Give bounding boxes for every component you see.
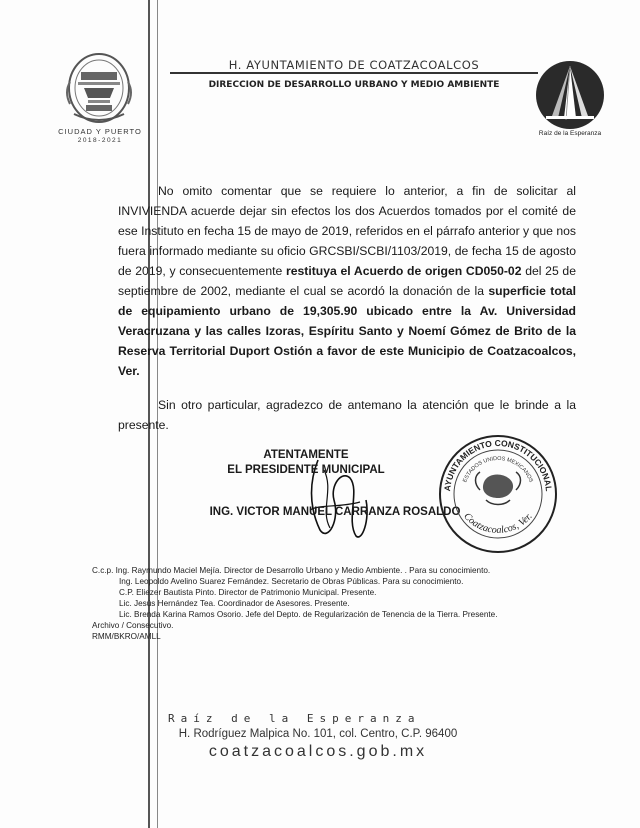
seal-inner-text: ESTADOS UNIDOS MEXICANOS [462,455,534,484]
official-seal-icon [436,432,560,556]
footer-address: H. Rodríguez Malpica No. 101, col. Centro, C.P. 96400 [178,728,458,740]
header-divider [170,72,538,74]
cc-line: Archivo / Consecutivo. [92,621,174,630]
header-title: H. AYUNTAMIENTO DE COATZACOALCOS [228,58,480,72]
footer-website-link[interactable]: coatzacoalcos.gob.mx [208,743,428,760]
cc-line: Lic. Brenda Karina Ramos Osorio. Jefe del Depto. de Regularización de Tenencia de la Tierra. Presente. [119,610,498,619]
signer-name: ING. VICTOR MANUEL CARRANZA ROSALDO [209,506,461,518]
body-paragraph-1 [118,181,576,381]
signer-role: EL PRESIDENTE MUNICIPAL [227,464,385,476]
right-logo-caption: Raíz de la Esperanza [538,130,602,137]
cc-line: RMM/BKRO/AMLL [92,632,161,641]
paragraph-text: del 25 de septiembre de 2002, mediante el cual se acordó la donación de la [118,264,576,298]
left-logo-years: 2018-2021 [77,137,123,144]
cc-line: C.c.p. Ing. Raymundo Maciel Mejía. Director de Desarrollo Urbano y Medio Ambiente. . Para su conocimiento. [92,566,491,575]
closing-salutation: ATENTAMENTE [263,449,349,461]
paragraph-bold-text: superficie total de equipamiento urbano de 19,305.90 ubicado entre la Av. Universidad Veracruzana y las calles Izoras, Espíritu Santo y Noemí Gómez de Brito de la Reserva Territorial Duport Ostión a favor de este Municipio de Coatzacoalcos, Ver. [118,284,577,378]
raiz-esperanza-logo-icon [530,58,610,132]
body-paragraph-2: Sin otro particular, agradezco de antemano la atención que le brinde a la presente. [118,398,576,432]
seal-bottom-text: Coatzacoalcos, Ver. [461,510,535,536]
cc-line: Ing. Leopoldo Avelino Suarez Fernández. Secretario de Obras Públicas. Para su conocimiento. [119,577,464,586]
footer-motto: Raíz de la Esperanza [168,712,421,725]
seal-text: AYUNTAMIENTO CONSTITUCIONAL [442,437,554,492]
header-subtitle: DIRECCION DE DESARROLLO URBANO Y MEDIO AMBIENTE [208,80,500,90]
left-logo-motto: CIUDAD Y PUERTO [58,127,142,136]
paragraph-bold-text: restituya el Acuerdo de origen CD050-02 [285,264,522,278]
cc-line: C.P. Eliezer Bautista Pinto. Director de Patrimonio Municipal. Presente. [119,588,377,597]
paragraph-text: No omito comentar que se requiere lo anterior, a fin de solicitar al INVIVIENDA acuerde dejar sin efectos los dos Acuerdos tomados por el comité de ese Instituto en fecha 15 de mayo de 2019, referidos en el párrafo anterior y que nos fuera informado mediante su oficio GRCSBI/SCBI/1103/2019, de fecha 15 de agosto de 2019, y consecuentemente [118,184,576,278]
cc-line: Lic. Jesús Hernández Tea. Coordinador de Asesores. Presente. [119,599,350,608]
svg-text:Coatzacoalcos, Ver. [461,511,534,536]
